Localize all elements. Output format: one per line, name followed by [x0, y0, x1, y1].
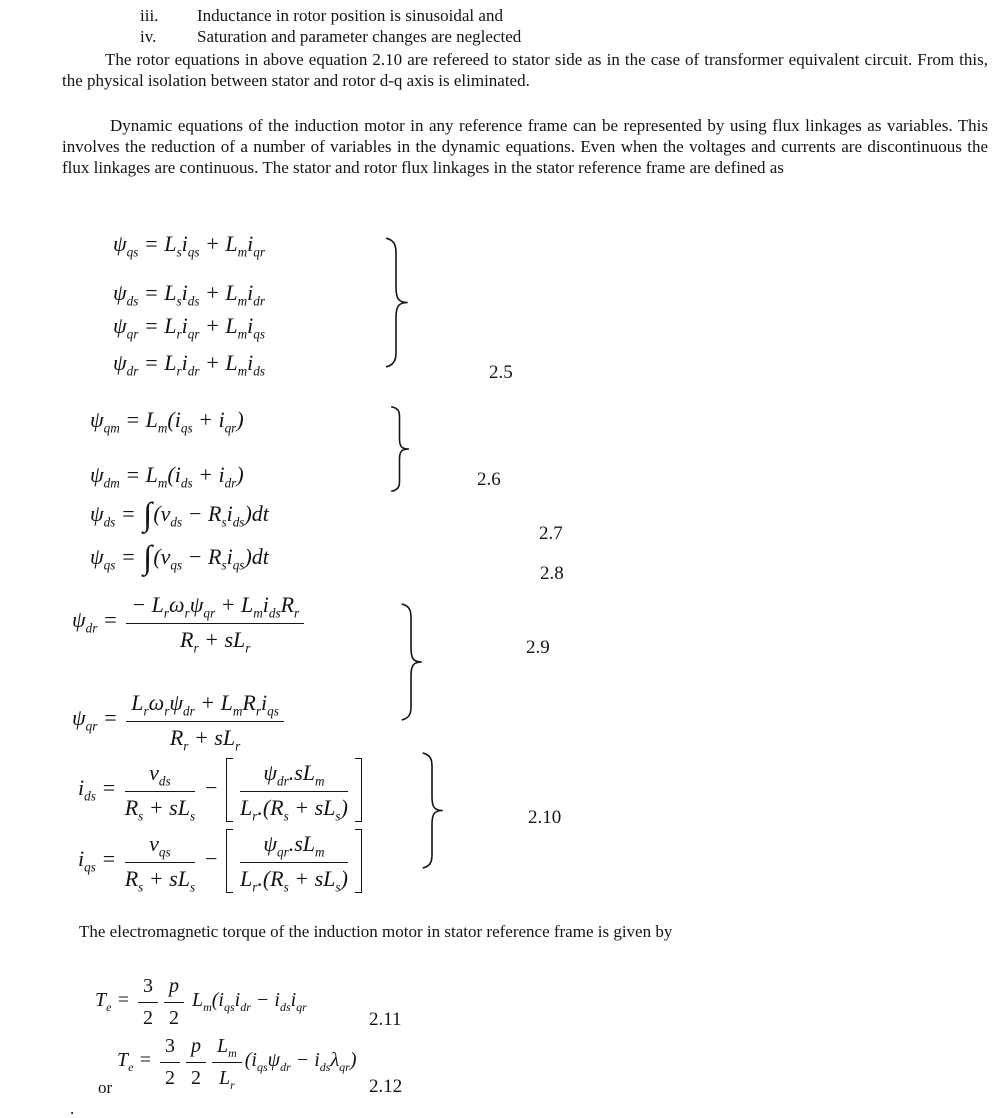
equation-psi-qr-fraction: $\psi_{qr}$ = $L_r\omega_r\psi_{dr} + L_mR_ri_{qs}$ $R_r + sL_r$ [72, 688, 287, 752]
equation-number-2-7: 2.7 [539, 523, 563, 544]
paragraph-dynamic-equations: Dynamic equations of the induction motor in any reference frame can be represented by using flux linkages as variables. This involves the reduction of a number of variables in the dynamic equations. Even when the voltages and currents are discontinuous the flux linkages are continuous. The stator and rotor flux linkages in the stator reference frame are defined as [62, 116, 988, 177]
list-item-iv-text: Saturation and parameter changes are neglected [197, 27, 522, 46]
equation-number-2-12: 2.12 [369, 1076, 403, 1097]
equation-torque-2-12: $T_e$ = $\frac{3}{2}$ $\frac{p}{2}$ $\frac{L_m}{L_r}$ $(i_{qs}\psi_{dr} - i_{ds}\lambda_{qr})$ [117, 1032, 356, 1091]
right-brace-icon [382, 237, 410, 368]
right-brace-icon [419, 752, 445, 869]
equation-number-2-5: 2.5 [489, 362, 513, 383]
right-brace-icon [398, 603, 424, 721]
trailing-period: . [70, 1099, 75, 1118]
equation-psi-dr-fraction: $\psi_{dr}$ = − $L_r\omega_r\psi_{qr} + L_mi_{ds}R_r$ $R_r + sL_r$ [72, 590, 307, 654]
paragraph-rotor-equations: The rotor equations in above equation 2.10 are refereed to stator side as in the case of transformer equivalent circuit. From this, the physical isolation between stator and rotor d-q axis is eliminated. [62, 50, 988, 90]
right-brace-icon [388, 406, 411, 492]
equation-psi-ds: $\psi_{ds} = L_si_{ds} + L_mi_{dr}$ [113, 280, 265, 309]
or-label: or [98, 1078, 113, 1097]
equation-psi-dm: $\psi_{dm} = L_m(i_{ds} + i_{dr})$ [90, 462, 244, 491]
equation-torque-2-11: $T_e$ = $\frac{3}{2}$ $\frac{p}{2}$ $L_m(i_{qs}i_{dr} - i_{ds}i_{qr}$ [95, 972, 307, 1031]
equation-i-qs: $i_{qs}$ = $v_{qs}$ $R_s + sL_s$ − $\psi_{qr}.sL_m$ $L_r.(R_s + sL_s)$ [78, 829, 364, 893]
equation-psi-qr: $\psi_{qr} = L_ri_{qr} + L_mi_{qs}$ [113, 313, 265, 342]
equation-number-2-6: 2.6 [477, 469, 501, 490]
equation-number-2-9: 2.9 [526, 637, 550, 658]
list-item-iii-text: Inductance in rotor position is sinusoidal and [197, 6, 503, 25]
equation-psi-qs: $\psi_{qs} = L_si_{qs} + L_mi_{qr}$ [113, 231, 265, 260]
equation-number-2-11: 2.11 [369, 1009, 402, 1030]
equation-number-2-10: 2.10 [528, 807, 562, 828]
equation-psi-qm: $\psi_{qm} = L_m(i_{qs} + i_{qr})$ [90, 407, 244, 436]
list-marker-iv: iv. [140, 27, 157, 46]
list-marker-iii: iii. [140, 6, 159, 25]
paragraph-torque: The electromagnetic torque of the induction motor in stator reference frame is given by [79, 922, 673, 941]
equation-psi-ds-integral: $\psi_{ds} = \int(v_{ds} - R_si_{ds})dt$ [90, 496, 269, 533]
equation-number-2-8: 2.8 [540, 563, 564, 584]
equation-psi-dr: $\psi_{dr} = L_ri_{dr} + L_mi_{ds}$ [113, 350, 265, 379]
equation-i-ds: $i_{ds}$ = $v_{ds}$ $R_s + sL_s$ − $\psi_{dr}.sL_m$ $L_r.(R_s + sL_s)$ [78, 758, 364, 822]
equation-psi-qs-integral: $\psi_{qs} = \int(v_{qs} - R_si_{qs})dt$ [90, 539, 269, 576]
